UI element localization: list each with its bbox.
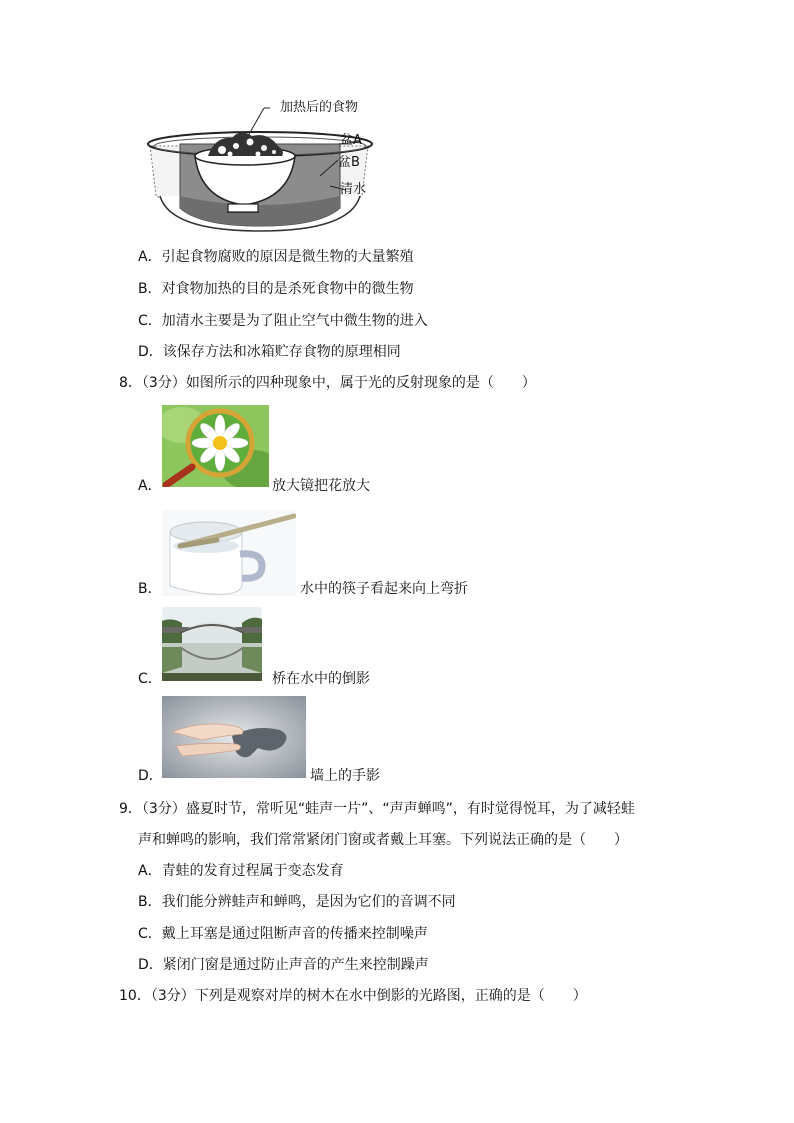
q8-option-b-letter: B． xyxy=(138,581,162,597)
q9-option-a: A．青蛙的发育过程属于变态发育 xyxy=(138,863,344,879)
bridge-reflection-image xyxy=(162,607,262,681)
q7-option-c: C．加清水主要是为了阻止空气中微生物的进入 xyxy=(138,313,428,329)
q8-option-b-caption: 水中的筷子看起来向上弯折 xyxy=(300,581,468,597)
figure-label-basin-b: 盆B xyxy=(338,155,360,170)
q8-option-d-letter: D． xyxy=(138,768,163,784)
figure-label-basin-a: 盆A xyxy=(340,133,362,148)
magnifier-flower-image xyxy=(162,405,269,487)
q9-stem-line2: 声和蝉鸣的影响，我们常常紧闭门窗或者戴上耳塞。下列说法正确的是（ ） xyxy=(138,832,628,848)
q7-option-b: B．对食物加热的目的是杀死食物中的微生物 xyxy=(138,281,414,297)
q8-stem: 8．（3分）如图所示的四种现象中，属于光的反射现象的是（ ） xyxy=(119,375,536,391)
q9-stem-line1: 9．（3分）盛夏时节，常听见“蛙声一片”、“声声蝉鸣”，有时觉得悦耳，为了减轻蛙 xyxy=(119,801,635,817)
hand-shadow-image xyxy=(162,696,306,778)
q8-option-a-caption: 放大镜把花放大 xyxy=(272,478,370,494)
q9-option-c: C．戴上耳塞是通过阻断声音的传播来控制噪声 xyxy=(138,926,428,942)
q8-option-c-letter: C． xyxy=(138,671,162,687)
figure-label-food: 加热后的食物 xyxy=(280,100,359,115)
q8-option-a-letter: A． xyxy=(138,478,162,494)
q7-option-a: A．引起食物腐败的原因是微生物的大量繁殖 xyxy=(138,249,414,265)
q9-option-b: B．我们能分辨蛙声和蝉鸣，是因为它们的音调不同 xyxy=(138,894,456,910)
q9-option-d: D．紧闭门窗是通过防止声音的产生来控制躁声 xyxy=(138,957,429,973)
chopstick-cup-image xyxy=(162,510,296,596)
q8-option-d-caption: 墙上的手影 xyxy=(310,768,380,784)
figure-label-water: 清水 xyxy=(340,182,367,197)
q8-option-c-caption: 桥在水中的倒影 xyxy=(272,671,370,687)
q7-option-d: D．该保存方法和冰箱贮存食物的原理相同 xyxy=(138,344,401,360)
q10-stem: 10．（3分）下列是观察对岸的树木在水中倒影的光路图，正确的是（ ） xyxy=(119,988,587,1004)
